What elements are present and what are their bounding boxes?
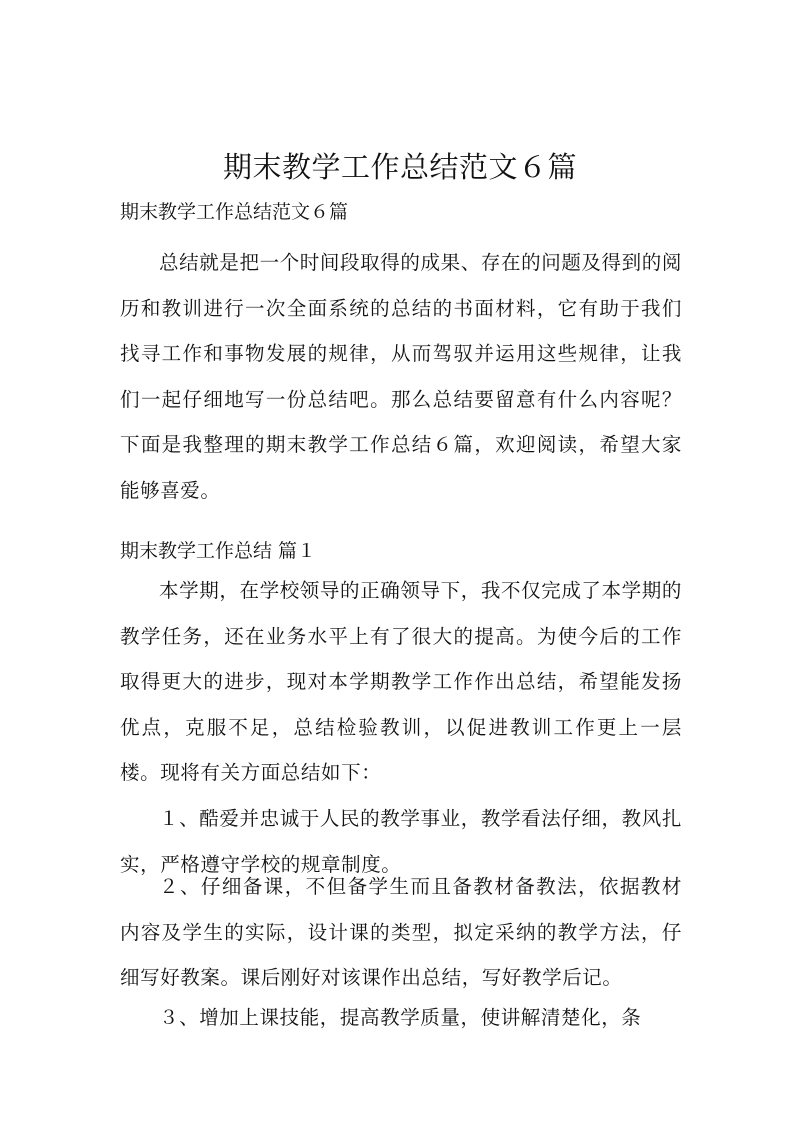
list-item-paragraph: ３、增加上课技能，提高教学质量，使讲解清楚化，条 [159, 1006, 642, 1029]
intro-paragraph: 总结就是把一个时间段取得的成果、存在的问题及得到的阅历和教训进行一次全面系统的总结的书面材料，它有助于我们找寻工作和事物发展的规律，从而驾驭并运用这些规律，让我们一起仔细地写一份总结吧。那么总结要留意有什么内容呢？下面是我整理的期末教学工作总结６篇，欢迎阅读，希望大家能够喜爱。 [120, 251, 682, 502]
list-item-paragraph: １、酷爱并忠诚于人民的教学事业，教学看法仔细，教风扎实，严格遵守学校的规章制度。 [120, 807, 682, 876]
list-item-paragraph: ２、仔细备课，不但备学生而且备教材备教法，依据教材 内容及学生的实际，设计课的类型，拟定采纳的教学方法，仔细写好教案。课后刚好对该课作出总结，写好教学后记。 [120, 875, 682, 989]
document-subtitle: 期末教学工作总结范文６篇 [120, 201, 349, 223]
document-title: 期末教学工作总结范文６篇 [222, 150, 577, 185]
section-heading: 期末教学工作总结 篇１ [120, 540, 317, 562]
body-paragraph: 本学期，在学校领导的正确领导下，我不仅完成了本学期的教学任务，还在业务水平上有了很大的提高。为使今后的工作取得更大的进步，现对本学期教学工作作出总结，希望能发扬优点，克服不足，总结检验教训，以促进教训工作更上一层楼。现将有关方面总结如下： [120, 579, 682, 784]
